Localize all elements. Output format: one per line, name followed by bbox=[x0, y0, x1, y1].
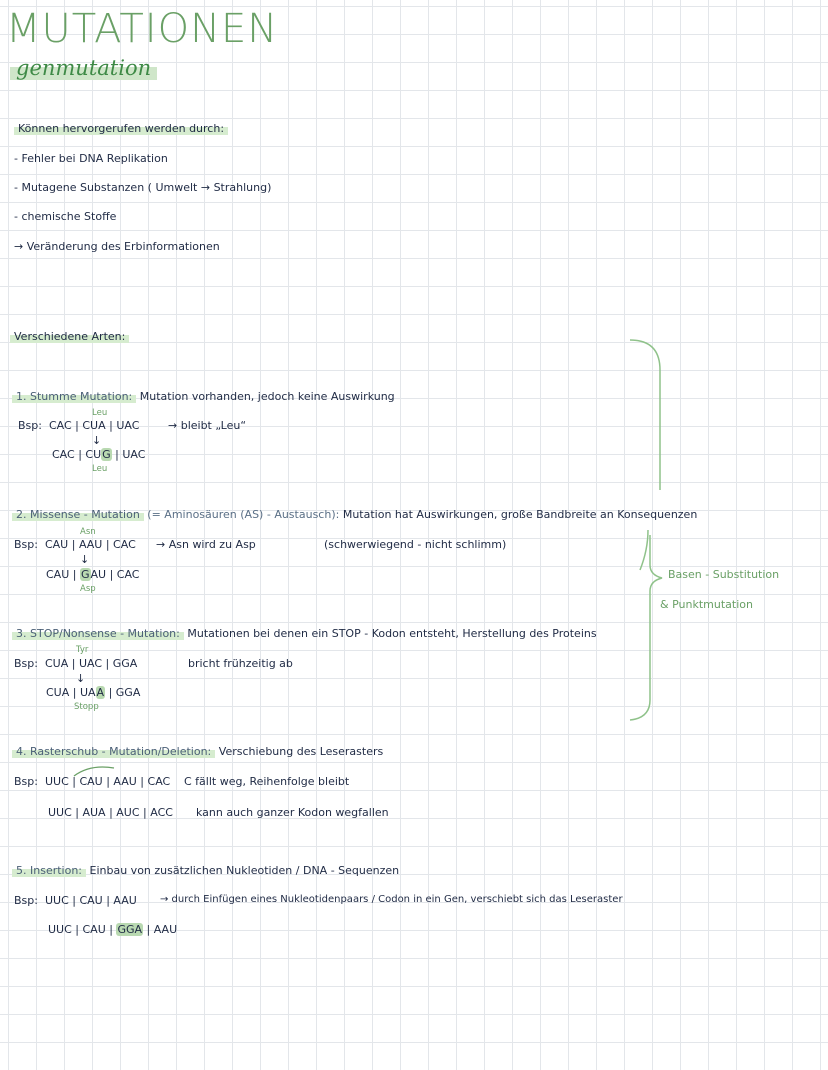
brace-lower-start bbox=[640, 530, 648, 570]
sequence-row bbox=[46, 686, 140, 699]
label-bottom: Asp bbox=[80, 584, 96, 594]
insertion-note: → durch Einfügen eines Nukleotidenpaars / Codon in ein Gen, verschiebt sich das Leseraster bbox=[160, 894, 623, 905]
section-1-title: 1. Stumme Mutation: bbox=[12, 390, 136, 403]
mutated-base: G bbox=[80, 568, 90, 581]
result-note: → bleibt „Leu“ bbox=[168, 419, 247, 432]
intro-heading: Können hervorgerufen werden durch: bbox=[14, 122, 228, 135]
label-top: Tyr bbox=[76, 645, 89, 655]
sequence-row bbox=[14, 657, 137, 670]
bsp-label: Bsp: bbox=[18, 419, 42, 432]
section-4-heading bbox=[12, 745, 383, 758]
section-2-paren: (= Aminosäuren (AS) - Austausch): bbox=[147, 508, 340, 521]
intro-item: - Fehler bei DNA Replikation bbox=[14, 152, 168, 165]
intro-item: - chemische Stoffe bbox=[14, 210, 117, 223]
seq-part: CUA | bbox=[44, 657, 79, 670]
section-3-desc-cont: bricht frühzeitig ab bbox=[188, 657, 293, 670]
sequence-row bbox=[14, 894, 137, 907]
seq-part: CAC | bbox=[48, 419, 83, 432]
section-5-heading bbox=[12, 864, 399, 877]
bsp-label: Bsp: bbox=[14, 657, 38, 670]
label-top: Asn bbox=[80, 527, 96, 537]
mutated-base: G bbox=[102, 448, 111, 461]
sequence-row bbox=[18, 419, 139, 432]
seq-part: UUC | CAU | AAU | CAC bbox=[44, 775, 171, 788]
sequence-row bbox=[14, 538, 136, 551]
seq-part: CUA | UA bbox=[46, 686, 96, 699]
intro-item: - Mutagene Substanzen ( Umwelt → Strahlung) bbox=[14, 181, 272, 194]
sequence-row bbox=[48, 923, 177, 936]
section-2-desc: Mutation hat Auswirkungen, große Bandbreite an Konsequenzen bbox=[342, 508, 698, 521]
section-3-title: 3. STOP/Nonsense - Mutation: bbox=[12, 627, 184, 640]
seq-part: | UAC bbox=[105, 419, 140, 432]
seq-part: CAU | bbox=[44, 538, 79, 551]
intro-item: → Veränderung des Erbinformationen bbox=[14, 240, 220, 253]
sequence-row bbox=[14, 775, 170, 788]
page-title: MUTATIONEN bbox=[6, 6, 279, 52]
section-3-desc: Mutationen bei denen ein STOP - Kodon entsteht, Herstellung des Proteins bbox=[187, 627, 597, 640]
sequence-row: UUC | AUA | AUC | ACC bbox=[48, 806, 173, 819]
section-2-heading bbox=[12, 508, 697, 521]
label-bottom: Stopp bbox=[74, 702, 99, 712]
seq-part: | GGA bbox=[105, 686, 141, 699]
section-4-desc: Verschiebung des Leserasters bbox=[218, 745, 384, 758]
seq-part: CAU | bbox=[46, 568, 80, 581]
label-top: Leu bbox=[92, 408, 108, 418]
bsp-label: Bsp: bbox=[14, 894, 38, 907]
down-arrow-icon: ↓ bbox=[76, 672, 86, 685]
severity-note: (schwerwiegend - nicht schlimm) bbox=[324, 538, 507, 551]
down-arrow-icon: ↓ bbox=[92, 434, 102, 447]
deletion-note: C fällt weg, Reihenfolge bleibt bbox=[184, 775, 350, 788]
brace-label-punktmutation: & Punktmutation bbox=[660, 598, 753, 611]
kinds-heading: Verschiedene Arten: bbox=[10, 330, 129, 343]
page-subtitle: genmutation bbox=[10, 56, 157, 80]
brace-graphic bbox=[620, 330, 828, 730]
seq-part: UUC | CAU | bbox=[48, 923, 117, 936]
mutated-base: A bbox=[96, 686, 105, 699]
seq-part: CAC | CU bbox=[52, 448, 102, 461]
brace-label-substitution: Basen - Substitution bbox=[668, 568, 780, 581]
seq-part: UAC bbox=[78, 657, 103, 670]
sequence-row bbox=[52, 448, 145, 461]
result-note: → Asn wird zu Asp bbox=[156, 538, 256, 551]
inserted-bases: GGA bbox=[117, 923, 143, 936]
seq-part: UUC | CAU | AAU bbox=[44, 894, 137, 907]
deletion-note: kann auch ganzer Kodon wegfallen bbox=[196, 806, 389, 819]
seq-part: AU | CAC bbox=[90, 568, 140, 581]
seq-part: | CAC bbox=[102, 538, 136, 551]
bsp-label: Bsp: bbox=[14, 775, 38, 788]
down-arrow-icon: ↓ bbox=[80, 553, 90, 566]
section-1-desc: Mutation vorhanden, jedoch keine Auswirkung bbox=[139, 390, 395, 403]
section-4-title: 4. Rasterschub - Mutation/Deletion: bbox=[12, 745, 215, 758]
label-bottom: Leu bbox=[92, 464, 108, 474]
seq-part: | GGA bbox=[102, 657, 138, 670]
section-2-title: 2. Missense - Mutation bbox=[12, 508, 144, 521]
seq-part: CUA bbox=[82, 419, 106, 432]
section-1-heading bbox=[12, 390, 395, 403]
seq-part: | UAC bbox=[111, 448, 146, 461]
section-5-desc: Einbau von zusätzlichen Nukleotiden / DNA - Sequenzen bbox=[89, 864, 400, 877]
sequence-row bbox=[46, 568, 139, 581]
seq-part: AAU bbox=[78, 538, 103, 551]
seq-part: | AAU bbox=[143, 923, 178, 936]
section-5-title: 5. Insertion: bbox=[12, 864, 86, 877]
bsp-label: Bsp: bbox=[14, 538, 38, 551]
section-3-heading bbox=[12, 627, 597, 640]
brace-upper bbox=[630, 340, 660, 490]
brace-right bbox=[630, 535, 662, 720]
